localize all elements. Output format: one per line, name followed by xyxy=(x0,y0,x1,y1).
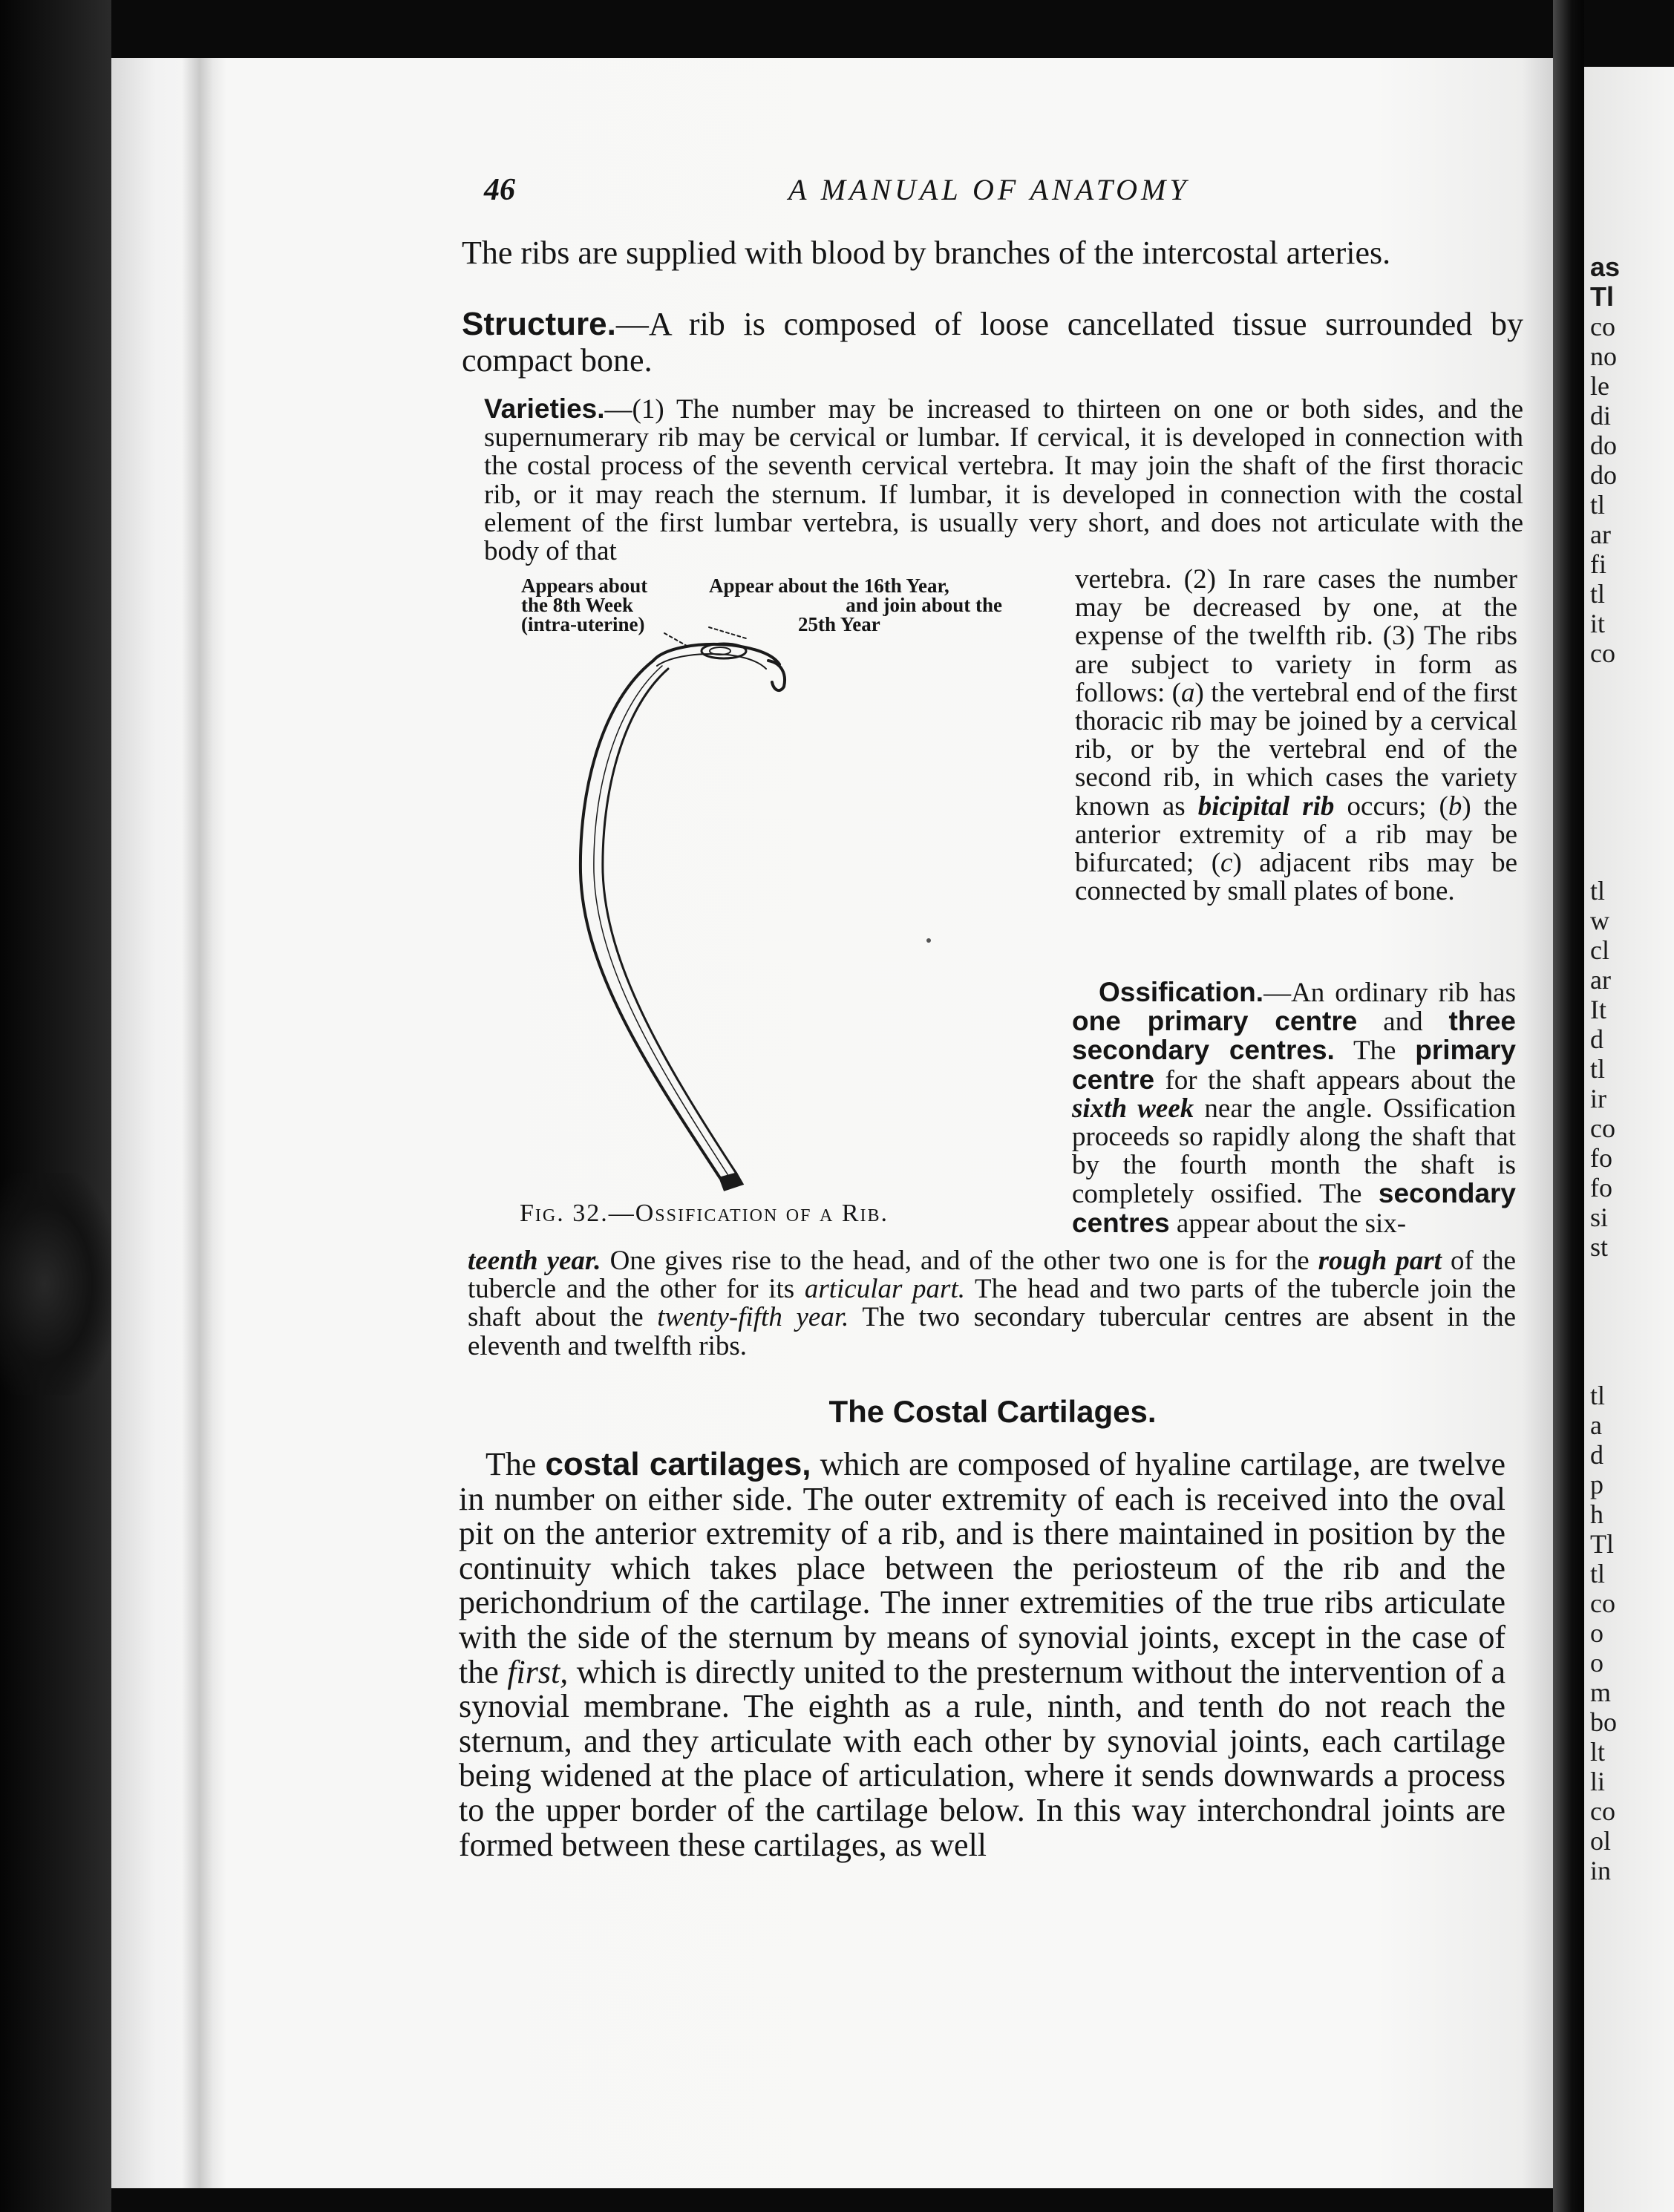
running-head: A MANUAL OF ANATOMY xyxy=(788,173,1190,206)
ossification-text: for the shaft appears about the xyxy=(1154,1064,1516,1096)
ossification-paragraph xyxy=(1072,978,1516,1238)
page-fold-shadow xyxy=(182,58,226,2188)
facing-page-text-fragment: co xyxy=(1590,1588,1615,1618)
facing-page-text-fragment: le xyxy=(1590,371,1609,401)
facing-page-text-fragment: ar xyxy=(1590,520,1611,549)
figure-label-line: 25th Year xyxy=(798,613,880,635)
facing-page-text-fragment: tl xyxy=(1590,1559,1606,1588)
ossification-emphasis: rough part xyxy=(1318,1246,1442,1276)
ossification-text: and xyxy=(1357,1007,1449,1038)
facing-page-text-fragment: ir xyxy=(1590,1084,1606,1113)
ossification-text: of the tubercle and the other for its xyxy=(468,1246,1516,1305)
costal-term: costal cartilages, xyxy=(545,1446,811,1482)
ossification-text: The head and two parts of the tubercle join the shaft about the xyxy=(468,1274,1516,1333)
facing-page-text-fragment: tl xyxy=(1590,1381,1606,1410)
facing-page-text-fragment: Tl xyxy=(1590,1529,1614,1559)
facing-page-edge xyxy=(1584,67,1674,2212)
varieties-text: ) the anterior extremity of a rib may be bifurcated; ( xyxy=(1075,791,1517,879)
facing-page-text-fragment: o xyxy=(1590,1648,1603,1678)
facing-page-text-fragment: in xyxy=(1590,1856,1612,1885)
facing-page-text-fragment: it xyxy=(1590,609,1606,638)
figure-label-line: (intra-uterine) xyxy=(521,613,645,635)
facing-page-text-fragment: bo xyxy=(1590,1707,1617,1737)
figure-label-line: the 8th Week xyxy=(521,594,634,616)
ossification-text: The xyxy=(1334,1035,1416,1067)
book-gutter xyxy=(1553,0,1584,2212)
ossification-heading: Ossification. xyxy=(1099,977,1264,1007)
varieties-text: occurs; ( xyxy=(1334,791,1448,822)
figure-label-line: Appears about xyxy=(521,575,648,597)
facing-page-text-fragment: It xyxy=(1590,995,1606,1024)
facing-page-text-fragment: di xyxy=(1590,401,1612,431)
bicipital-rib-term: bicipital rib xyxy=(1197,791,1335,822)
varieties-text: ) adjacent ribs may be connected by small plates of bone. xyxy=(1075,848,1517,907)
ossification-text: The two secondary tubercular centres are absent in the eleventh and twelfth ribs. xyxy=(468,1302,1517,1361)
facing-page-text-fragment: p xyxy=(1590,1470,1603,1499)
facing-page-text-fragment: d xyxy=(1590,1440,1603,1470)
rib-ossification-figure xyxy=(564,620,876,1206)
varieties-continuation xyxy=(1075,566,1517,906)
costal-text: The xyxy=(485,1446,546,1482)
facing-page-text-fragment: st xyxy=(1590,1232,1609,1262)
facing-page-text-fragment: ar xyxy=(1590,965,1611,995)
figure-label-line: Appear about the 16th Year, xyxy=(709,575,949,597)
varieties-paragraph xyxy=(484,395,1523,566)
facing-page-text-fragment: m xyxy=(1590,1678,1612,1707)
varieties-text: vertebra. (2) In rare cases the number may be decreased by one, at the expense of the twelfth rib. (3) The ribs are subject to variety in form as follows: ( xyxy=(1075,564,1517,708)
facing-page-text-fragment: co xyxy=(1590,1113,1615,1143)
ossification-term: secondary centres xyxy=(1072,1178,1516,1238)
ossification-text: One gives rise to the head, and of the other two one is for the xyxy=(601,1246,1318,1276)
scan-dust xyxy=(926,938,931,943)
facing-page-text-fragment: tl xyxy=(1590,579,1606,609)
figure-number: Fig. 32. xyxy=(520,1200,609,1227)
ossification-emphasis: articular part. xyxy=(804,1274,965,1305)
facing-page-text-fragment: as xyxy=(1590,252,1621,282)
page-number: 46 xyxy=(484,173,515,207)
ossification-text: —An ordinary rib has xyxy=(1263,978,1516,1008)
facing-page-text-fragment: no xyxy=(1590,341,1617,371)
facing-page-text-fragment: lt xyxy=(1590,1737,1606,1767)
costal-text: which is directly united to the presternum without the intervention of a synovial membrane. The eighth as a rule, ninth, and tenth do not reach the sternum, and they articulate with each other by synovial joints, each cartilage being widened at the place of articulation, where it sends downwards a process to the upper border of the cartilage below. In this way interchondral joints are formed between these cartilages, as well xyxy=(459,1653,1505,1863)
facing-page-text-fragment: co xyxy=(1590,1796,1615,1826)
varieties-letter-b: b xyxy=(1448,791,1462,822)
facing-page-text-fragment: fo xyxy=(1590,1173,1612,1202)
facing-page-text-fragment: li xyxy=(1590,1767,1606,1796)
varieties-letter-a: a xyxy=(1181,677,1195,708)
page-header xyxy=(484,172,1523,217)
figure-caption xyxy=(520,1200,889,1228)
facing-page-text-fragment: w xyxy=(1590,906,1609,935)
facing-page-text-fragment: tl xyxy=(1590,490,1606,520)
varieties-letter-c: c xyxy=(1220,848,1233,879)
blood-supply-paragraph xyxy=(462,235,1523,271)
facing-page-text-fragment: tl xyxy=(1590,1054,1606,1084)
facing-page-text-fragment: tl xyxy=(1590,876,1606,906)
ossification-emphasis: sixth week xyxy=(1072,1093,1194,1124)
ossification-term: three secondary centres. xyxy=(1072,1006,1516,1066)
figure-caption-text: —Ossification of a Rib. xyxy=(608,1200,889,1227)
costal-text: which are composed of hyaline cartilage, are twelve in number on either side. The outer extremity of each is received into the oval pit on the anterior extremity of a rib, and is there maintained in position by the continuity which takes place between the periosteum of the rib and the perichondrium of the cartilage. The inner extremities of the true ribs articulate with the side of the sternum by means of synovial joints, except in the case of the xyxy=(459,1446,1506,1690)
facing-page-text-fragment: a xyxy=(1590,1410,1602,1440)
structure-heading: Structure. xyxy=(462,306,616,342)
facing-page-text-fragment: Tl xyxy=(1590,281,1614,312)
facing-page-text-fragment: fo xyxy=(1590,1143,1612,1173)
ossification-emphasis: twenty-fifth year. xyxy=(657,1302,849,1333)
facing-page-text-fragment: co xyxy=(1590,312,1615,341)
costal-emphasis: first, xyxy=(507,1653,569,1690)
facing-page-text-fragment: h xyxy=(1590,1499,1603,1529)
ossification-continuation xyxy=(468,1247,1516,1361)
section-title: The Costal Cartilages. xyxy=(828,1394,1157,1429)
scan-border-left xyxy=(0,0,111,2212)
ossification-text: appear about the six- xyxy=(1169,1208,1407,1239)
facing-page-text-fragment: fi xyxy=(1590,549,1606,579)
facing-page-text-fragment: cl xyxy=(1590,935,1609,965)
varieties-text: ) the vertebral end of the first thoracic rib may be joined by a cervical rib, or by the vertebral end of the second rib, in which cases the variety known as xyxy=(1075,677,1517,822)
ossification-emphasis: teenth year. xyxy=(468,1246,601,1276)
figure-label-line: and join about the xyxy=(846,594,1002,616)
structure-paragraph xyxy=(462,306,1523,379)
ossification-text: near the angle. Ossification proceeds so rapidly along the shaft that by the fourth month the shaft is completely ossified. The xyxy=(1072,1093,1517,1210)
facing-page-text-fragment: do xyxy=(1590,460,1617,490)
scan-smudge xyxy=(0,1173,111,1395)
facing-page-text-fragment: co xyxy=(1590,638,1615,668)
varieties-heading: Varieties. xyxy=(484,393,605,424)
facing-page-text-fragment: o xyxy=(1590,1618,1603,1648)
blood-supply-text: The ribs are supplied with blood by branches of the intercostal arteries. xyxy=(462,235,1391,271)
ossification-term: primary centre xyxy=(1072,1035,1516,1095)
facing-page-text-fragment: si xyxy=(1590,1202,1609,1232)
facing-page-text-fragment: do xyxy=(1590,431,1617,460)
facing-page-text-fragment: ol xyxy=(1590,1826,1612,1856)
costal-cartilages-paragraph xyxy=(459,1447,1505,1862)
structure-text: —A rib is composed of loose cancellated tissue surrounded by compact bone. xyxy=(462,306,1523,379)
ossification-term: one primary centre xyxy=(1072,1006,1358,1037)
varieties-text: —(1) The number may be increased to thirteen on one or both sides, and the supernumerary rib may be cervical or lumbar. If cervical, it is developed in connection with the costal process of the seventh cervical vertebra. It may join the shaft of the first thoracic rib, or it may reach the sternum. If lumbar, it is developed in connection with the costal element of the first lumbar vertebra, is usually very short, and does not articulate with the body of that xyxy=(484,394,1523,567)
facing-page-text-fragment: d xyxy=(1590,1024,1603,1054)
